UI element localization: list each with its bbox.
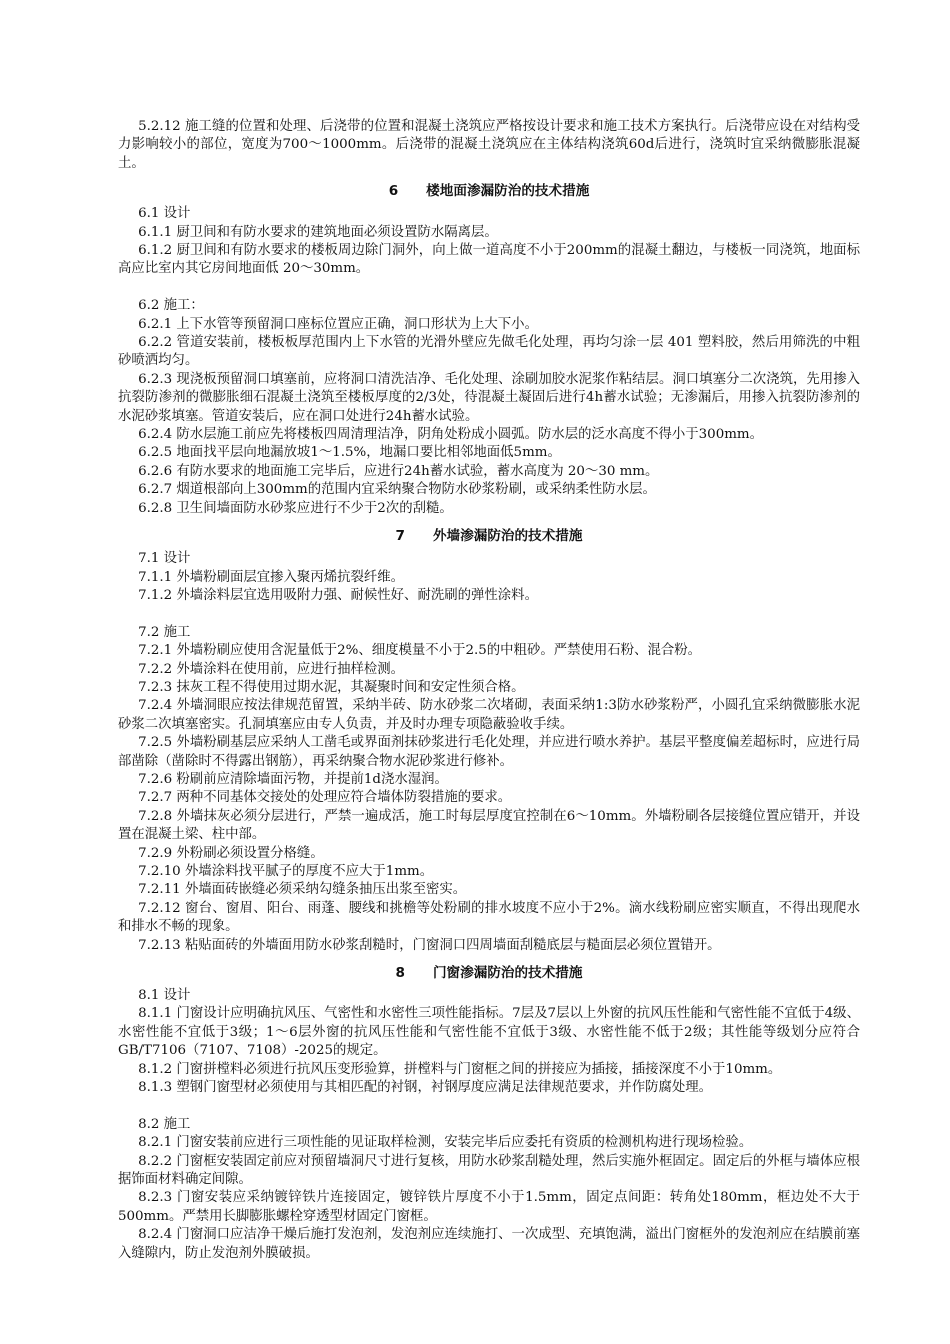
- paragraph: 7.2.1 外墙粉刷应使用含泥量低于2%、细度模量不小于2.5的中粗砂。严禁使用石粉、混合粉。: [138, 643, 702, 659]
- paragraph: 7.2.7 两种不同基体交接处的处理应符合墙体防裂措施的要求。: [138, 790, 512, 806]
- paragraph: 6.2.4 防水层施工前应先将楼板四周清理洁净，阴角处粉成小圆弧。防水层的泛水高度不得小于300mm。: [138, 427, 763, 443]
- paragraph: 7.1.2 外墙涂料层宜选用吸附力强、耐候性好、耐洗刷的弹性涂料。: [138, 587, 538, 603]
- paragraph: 7.2.4 外墙洞眼应按法律规范留置，采纳半砖、防水砂浆二次堵砌，表面采纳1:3防水砂浆粉严，小圆孔宜采纳微膨胀水泥砂浆二次填塞密实。孔洞填塞应由专人负责，并及时办理专项隐蔽验收手续。: [118, 698, 860, 732]
- paragraph: 8.2.1 门窗安装前应进行三项性能的见证取样检测，安装完毕后应委托有资质的检测机构进行现场检验。: [138, 1135, 753, 1151]
- paragraph: 7.2.3 抹灰工程不得使用过期水泥，其凝聚时间和安定性须合格。: [138, 679, 525, 695]
- paragraph: 7.1 设计: [138, 551, 191, 567]
- paragraph: 7.2.6 粉刷前应清除墙面污物，并提前1d浇水湿润。: [138, 771, 448, 787]
- section-number: 8: [395, 965, 405, 982]
- paragraph: 7.2.11 外墙面砖嵌缝必须采纳勾缝条抽压出浆至密实。: [138, 882, 467, 898]
- paragraph: 8.2 施工: [138, 1116, 191, 1132]
- blank-line: [118, 279, 860, 297]
- section-title: 门窗渗漏防治的技术措施: [432, 965, 583, 982]
- paragraph: 6.2.7 烟道根部向上300mm的范围内宜采纳聚合物防水砂浆粉刷，或采纳柔性防水层。: [138, 482, 656, 498]
- section-title: 楼地面渗漏防治的技术措施: [426, 183, 590, 200]
- section-heading: [118, 526, 860, 546]
- paragraph: 6.1.1 厨卫间和有防水要求的建筑地面必须设置防水隔离层。: [138, 224, 498, 240]
- paragraph: 6.2.5 地面找平层向地漏放坡1～1.5%，地漏口要比相邻地面低5mm。: [138, 445, 561, 461]
- paragraph: 6.2.6 有防水要求的地面施工完毕后，应进行24h蓄水试验，蓄水高度为 20～30 mm。: [138, 463, 659, 479]
- paragraph: 8.2.3 门窗安装应采纳镀锌铁片连接固定，镀锌铁片厚度不小于1.5mm，固定点间距：转角处180mm，框边处不大于500mm。严禁用长脚膨胀螺栓穿透型材固定门窗框。: [118, 1190, 860, 1224]
- paragraph: 7.2.13 粘贴面砖的外墙面用防水砂浆刮糙时，门窗洞口四周墙面刮糙底层与糙面层必须位置错开。: [138, 937, 721, 953]
- document-page: [118, 118, 860, 1263]
- section-heading: [118, 181, 860, 201]
- paragraph: 5.2.12 施工缝的位置和处理、后浇带的位置和混凝土浇筑应严格按设计要求和施工技术方案执行。后浇带应设在对结构受力影响较小的部位，宽度为700～1000mm。后浇带的混凝土浇筑应在主体结构浇筑60d后进行，浇筑时宜采纳微膨胀混凝土。: [118, 119, 860, 171]
- section-number: 7: [395, 528, 405, 545]
- paragraph: 8.2.2 门窗框安装固定前应对预留墙洞尺寸进行复核，用防水砂浆刮糙处理，然后实施外框固定。固定后的外框与墙体应根据饰面材料确定间隙。: [118, 1153, 860, 1188]
- blank-line: [118, 605, 860, 623]
- paragraph: 6.2 施工：: [138, 298, 204, 314]
- paragraph: 7.1.1 外墙粉刷面层宜掺入聚丙烯抗裂纤维。: [138, 569, 405, 585]
- paragraph: 6.2.2 管道安装前，楼板板厚范围内上下水管的光滑外壁应先做毛化处理，再均匀涂一层 401 塑料胶，然后用筛洗的中粗砂喷洒均匀。: [118, 335, 860, 369]
- paragraph: 6.1.2 厨卫间和有防水要求的楼板周边除门洞外，向上做一道高度不小于200mm的混凝土翻边，与楼板一同浇筑，地面标高应比室内其它房间地面低 20～30mm。: [118, 243, 860, 277]
- paragraph: 8.1.1 门窗设计应明确抗风压、气密性和水密性三项性能指标。7层及7层以上外窗的抗风压性能和气密性能不宜低于4级、水密性能不宜低于3级；1～6层外窗的抗风压性能和气密性能不宜低于3级、水密性能不低于2级；其性能等级划分应符合GB/T7106（7107、7108）-2025的规定。: [118, 1006, 860, 1059]
- paragraph: 8.2.4 门窗洞口应洁净干燥后施打发泡剂，发泡剂应连续施打、一次成型、充填饱满，溢出门窗框外的发泡剂应在结膜前塞入缝隙内，防止发泡剂外膜破损。: [118, 1227, 860, 1261]
- paragraph: 6.2.8 卫生间墙面防水砂浆应进行不少于2次的刮糙。: [138, 500, 453, 516]
- paragraph: 8.1.2 门窗拼樘料必须进行抗风压变形验算，拼樘料与门窗框之间的拼接应为插接，插接深度不小于10mm。: [138, 1061, 782, 1077]
- paragraph: 7.2 施工: [138, 624, 191, 640]
- paragraph: 7.2.8 外墙抹灰必须分层进行，严禁一遍成活，施工时每层厚度宜控制在6～10mm。外墙粉刷各层接缝位置应错开，并设置在混凝土梁、柱中部。: [118, 808, 860, 843]
- paragraph: 7.2.5 外墙粉刷基层应采纳人工凿毛或界面剂抹砂浆进行毛化处理，并应进行喷水养护。基层平整度偏差超标时，应进行局部凿除（凿除时不得露出钢筋），再采纳聚合物水泥砂浆进行修补。: [118, 735, 860, 769]
- paragraph: 7.2.9 外粉刷必须设置分格缝。: [138, 845, 324, 861]
- paragraph: 6.1 设计: [138, 206, 191, 222]
- paragraph: 8.1 设计: [138, 988, 191, 1004]
- blank-line: [118, 1097, 860, 1115]
- paragraph: 7.2.2 外墙涂料在使用前，应进行抽样检测。: [138, 661, 405, 677]
- paragraph: 6.2.3 现浇板预留洞口填塞前，应将洞口清洗洁净、毛化处理、涂刷加胶水泥浆作粘结层。洞口填塞分二次浇筑，先用掺入抗裂防渗剂的微膨胀细石混凝土浇筑至楼板厚度的2/3处，待混凝土凝固后进行4h蓄水试验；无渗漏后，用掺入抗裂防渗剂的水泥砂浆填塞。管道安装后，应在洞口处进行24h蓄水试验。: [118, 371, 860, 424]
- section-heading: [118, 963, 860, 983]
- section-number: 6: [388, 183, 399, 200]
- section-title: 外墙渗漏防治的技术措施: [432, 528, 583, 545]
- paragraph: 8.1.3 塑钢门窗型材必须使用与其相匹配的衬钢，衬钢厚度应满足法律规范要求，并作防腐处理。: [138, 1080, 713, 1096]
- paragraph: 6.2.1 上下水管等预留洞口座标位置应正确，洞口形状为上大下小。: [138, 316, 538, 332]
- paragraph: 7.2.12 窗台、窗眉、阳台、雨蓬、腰线和挑檐等处粉刷的排水坡度不应小于2%。滴水线粉刷应密实顺直，不得出现爬水和排水不畅的现象。: [118, 900, 860, 935]
- paragraph: 7.2.10 外墙涂料找平腻子的厚度不应大于1mm。: [138, 864, 434, 879]
